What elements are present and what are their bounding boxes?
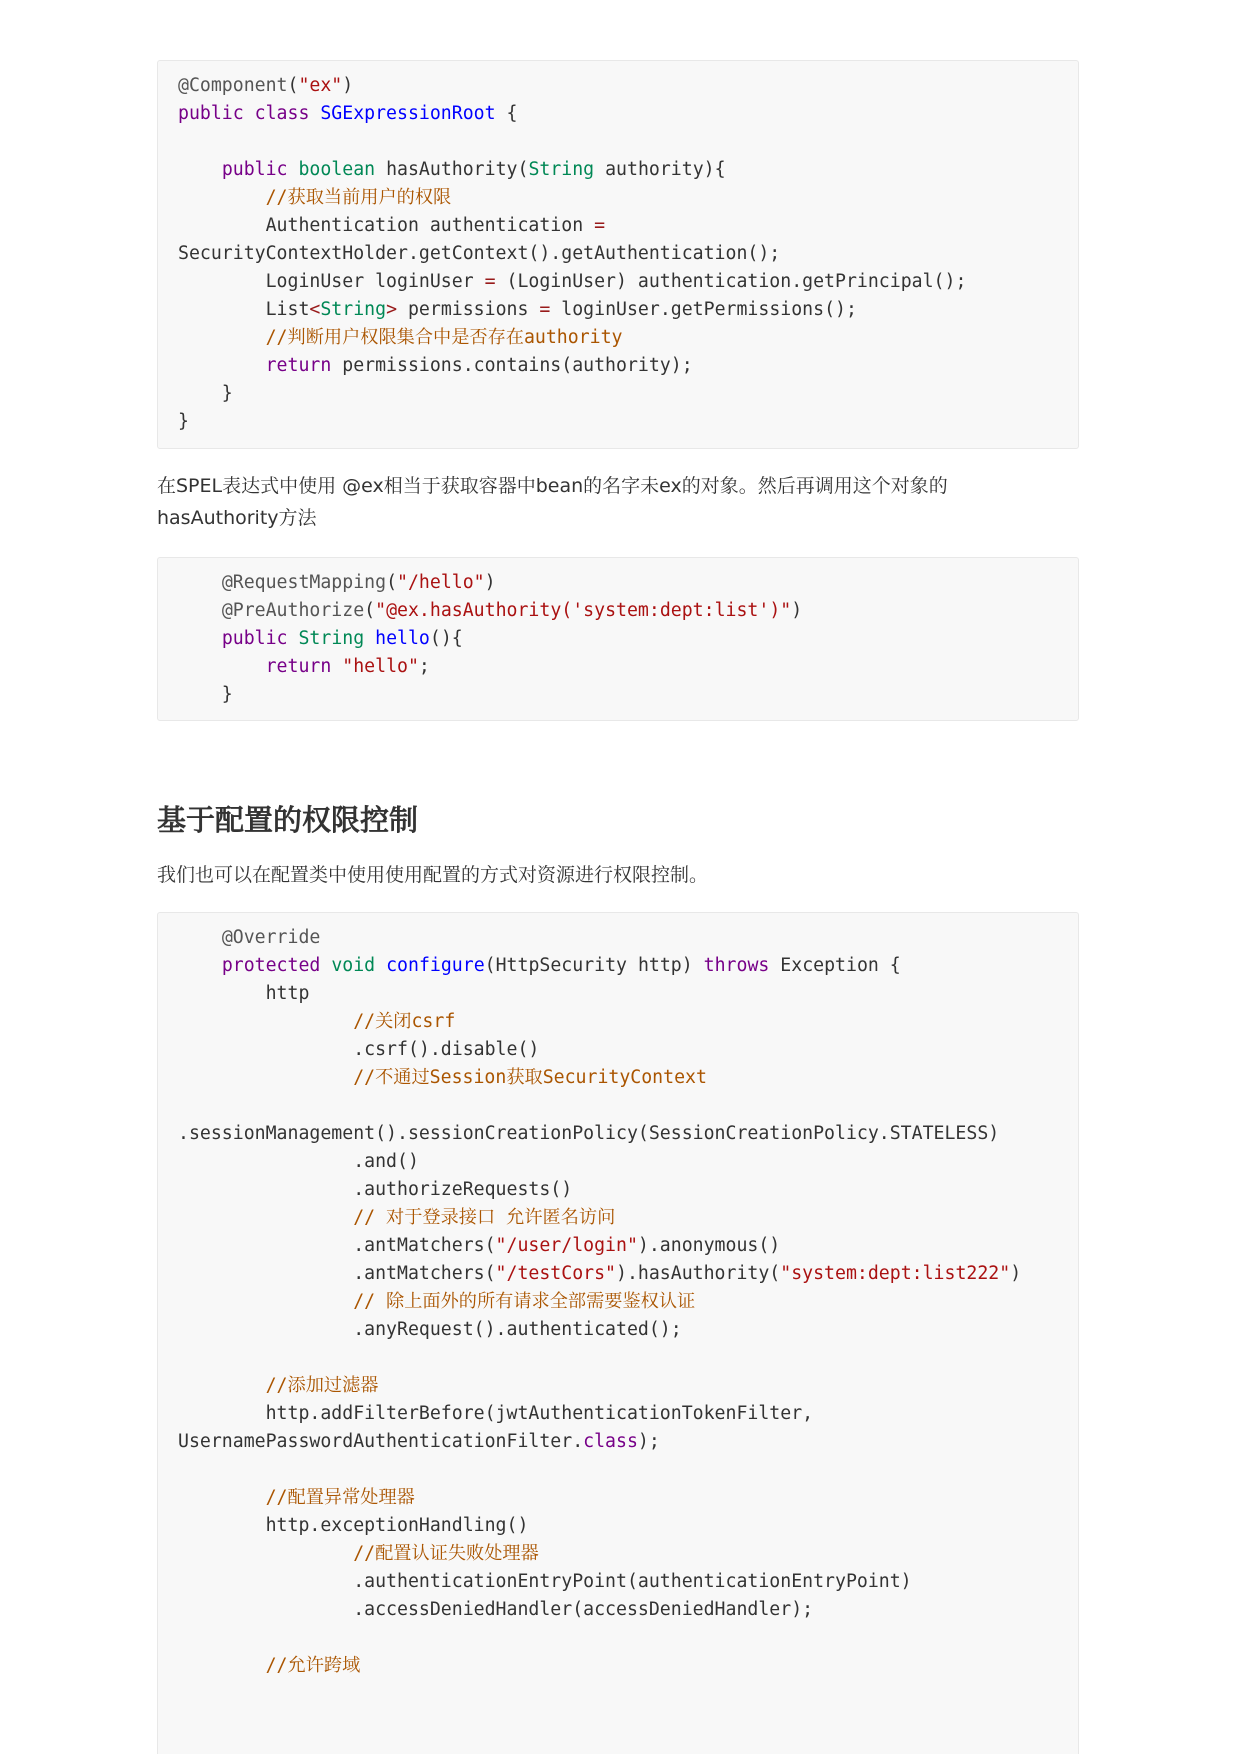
code-token: //判断用户权限集合中是否存在authority	[265, 327, 623, 348]
code-token: (LoginUser) authentication.getPrincipal();	[495, 271, 967, 292]
code-token	[309, 103, 320, 124]
code-token	[331, 656, 342, 677]
code-line	[178, 352, 1078, 380]
code-token: (	[386, 572, 398, 593]
code-token: String	[298, 628, 365, 649]
code-block-controller-hello	[157, 557, 1079, 721]
code-token: )	[791, 600, 803, 621]
code-token	[320, 955, 331, 976]
code-token: }	[178, 411, 189, 432]
code-token: @Component	[178, 75, 288, 96]
section-heading: 基于配置的权限控制	[157, 803, 419, 837]
code-token: public	[178, 103, 244, 124]
code-token: protected	[221, 955, 321, 976]
code-token	[178, 1067, 353, 1088]
code-line	[178, 924, 1078, 952]
code-token	[178, 187, 266, 208]
paragraph-spel-explanation	[157, 470, 1079, 534]
code-token: class	[254, 103, 310, 124]
code-token: authority){	[594, 159, 726, 180]
code-line	[178, 952, 1078, 980]
code-line	[178, 408, 1078, 436]
code-line	[178, 296, 1078, 324]
code-token: "/user/login"	[495, 1235, 638, 1256]
code-token: .accessDeniedHandler(accessDeniedHandler);	[178, 1599, 814, 1620]
code-line	[178, 980, 1078, 1008]
code-block-security-configure	[157, 912, 1079, 1754]
code-token	[178, 572, 222, 593]
code-token: permissions	[397, 299, 540, 320]
code-token: {	[495, 103, 518, 124]
code-token: .antMatchers(	[178, 1235, 496, 1256]
code-token	[178, 1655, 266, 1676]
code-token: "hello"	[342, 656, 419, 677]
code-token: .antMatchers(	[178, 1263, 496, 1284]
code-token: List	[178, 299, 310, 320]
code-line	[178, 1372, 1078, 1400]
code-token	[178, 1291, 353, 1312]
code-token	[364, 628, 375, 649]
code-token: http.exceptionHandling()	[178, 1515, 529, 1536]
code-token: ).anonymous()	[637, 1235, 781, 1256]
code-line	[178, 1288, 1078, 1316]
code-token: Authentication authentication	[178, 215, 595, 236]
code-line	[178, 569, 1078, 597]
code-token	[178, 628, 222, 649]
code-token	[178, 1011, 353, 1032]
code-token: throws	[703, 955, 770, 976]
code-line	[178, 156, 1078, 184]
code-token: String	[320, 299, 387, 320]
code-token: (	[287, 75, 299, 96]
code-token: configure	[386, 955, 485, 976]
code-line	[178, 1064, 1078, 1092]
code-token: >	[386, 299, 398, 320]
code-token: =	[484, 271, 496, 292]
code-token: UsernamePasswordAuthenticationFilter.	[178, 1431, 584, 1452]
code-token: public	[221, 628, 288, 649]
code-token	[244, 103, 255, 124]
code-line	[178, 1540, 1078, 1568]
code-token: .sessionManagement().sessionCreationPolicy(SessionCreationPolicy.STATELESS)	[178, 1123, 1000, 1144]
code-token: }	[178, 383, 233, 404]
code-token: );	[637, 1431, 660, 1452]
code-token	[178, 1375, 266, 1396]
code-token: (	[364, 600, 376, 621]
code-token: //获取当前用户的权限	[265, 187, 452, 208]
code-token: void	[331, 955, 376, 976]
code-token: @Override	[221, 927, 321, 948]
code-token	[178, 327, 266, 348]
code-token: (HttpSecurity http)	[484, 955, 704, 976]
code-token: //配置异常处理器	[265, 1487, 415, 1508]
code-token: return	[265, 355, 332, 376]
code-token	[178, 927, 222, 948]
code-line	[178, 1428, 1078, 1456]
code-token: "/testCors"	[495, 1263, 616, 1284]
code-token: ).hasAuthority(	[616, 1263, 781, 1284]
code-token: //允许跨域	[265, 1655, 361, 1676]
code-line	[178, 1624, 1078, 1652]
code-token: "@ex.hasAuthority('system:dept:list')"	[375, 600, 792, 621]
code-token	[178, 600, 222, 621]
code-token: ;	[418, 656, 430, 677]
code-token: "system:dept:list222"	[780, 1263, 1011, 1284]
code-line	[178, 240, 1078, 268]
code-token	[288, 159, 299, 180]
code-token	[178, 355, 266, 376]
code-line	[178, 681, 1078, 709]
code-line	[178, 380, 1078, 408]
code-token	[178, 955, 222, 976]
code-line	[178, 625, 1078, 653]
code-token	[178, 1207, 353, 1228]
code-line	[178, 653, 1078, 681]
code-token: .anyRequest().authenticated();	[178, 1319, 682, 1340]
code-token: // 对于登录接口 允许匿名访问	[353, 1207, 616, 1228]
code-block-expression-root	[157, 60, 1079, 449]
code-token: // 除上面外的所有请求全部需要鉴权认证	[353, 1291, 696, 1312]
code-line	[178, 1120, 1078, 1148]
code-line	[178, 1036, 1078, 1064]
code-token: permissions.contains(authority);	[331, 355, 693, 376]
code-line	[178, 1400, 1078, 1428]
code-token: hasAuthority(	[375, 159, 529, 180]
code-line	[178, 1512, 1078, 1540]
code-token: @RequestMapping	[221, 572, 387, 593]
code-token: @PreAuthorize	[221, 600, 365, 621]
code-token	[178, 1543, 353, 1564]
code-token: }	[178, 684, 233, 705]
paragraph-spel-line-2: hasAuthority方法	[157, 507, 317, 529]
code-token: //配置认证失败处理器	[353, 1543, 539, 1564]
code-token: "/hello"	[397, 572, 485, 593]
code-token: //添加过滤器	[265, 1375, 379, 1396]
code-line	[178, 1316, 1078, 1344]
code-token: =	[539, 299, 551, 320]
paragraph-config-explanation: 我们也可以在配置类中使用使用配置的方式对资源进行权限控制。	[157, 864, 709, 886]
code-token: Exception {	[769, 955, 901, 976]
code-token: //关闭csrf	[353, 1011, 456, 1032]
code-line	[178, 1176, 1078, 1204]
code-line	[178, 100, 1078, 128]
code-token: public	[221, 159, 288, 180]
code-token: loginUser.getPermissions();	[550, 299, 857, 320]
code-token: )	[484, 572, 496, 593]
code-line	[178, 1344, 1078, 1372]
code-line	[178, 1456, 1078, 1484]
code-line	[178, 324, 1078, 352]
code-token: .csrf().disable()	[178, 1039, 540, 1060]
code-line	[178, 184, 1078, 212]
code-token: http	[178, 983, 310, 1004]
code-token: <	[309, 299, 321, 320]
code-token: (){	[429, 628, 463, 649]
code-line	[178, 128, 1078, 156]
code-line	[178, 1652, 1078, 1680]
code-token: =	[594, 215, 606, 236]
code-token: )	[342, 75, 354, 96]
code-token: String	[528, 159, 595, 180]
code-token: SGExpressionRoot	[320, 103, 496, 124]
code-line	[178, 1596, 1078, 1624]
code-line	[178, 597, 1078, 625]
code-line	[178, 268, 1078, 296]
code-token: SecurityContextHolder.getContext().getAuthentication();	[178, 243, 781, 264]
code-token: //不通过Session获取SecurityContext	[353, 1067, 707, 1088]
code-token: hello	[375, 628, 430, 649]
code-line	[178, 1092, 1078, 1120]
code-line	[178, 1260, 1078, 1288]
code-token: )	[1010, 1263, 1022, 1284]
code-token	[375, 955, 386, 976]
code-token	[178, 1487, 266, 1508]
paragraph-spel-line-1: 在SPEL表达式中使用 @ex相当于获取容器中bean的名字未ex的对象。然后再调用这个对象的	[157, 475, 948, 497]
code-token	[178, 159, 222, 180]
code-line	[178, 1148, 1078, 1176]
code-line	[178, 1204, 1078, 1232]
code-token	[178, 656, 266, 677]
code-line	[178, 1568, 1078, 1596]
code-token: return	[265, 656, 332, 677]
code-line	[178, 72, 1078, 100]
code-token: .authenticationEntryPoint(authenticationEntryPoint)	[178, 1571, 912, 1592]
code-token: .authorizeRequests()	[178, 1179, 573, 1200]
code-token: .and()	[178, 1151, 419, 1172]
code-line	[178, 1008, 1078, 1036]
code-line	[178, 212, 1078, 240]
code-line	[178, 1232, 1078, 1260]
code-token: boolean	[298, 159, 376, 180]
code-token: http.addFilterBefore(jwtAuthenticationTokenFilter,	[178, 1403, 814, 1424]
code-token: "ex"	[298, 75, 343, 96]
code-token: class	[583, 1431, 638, 1452]
code-line	[178, 1484, 1078, 1512]
code-token: LoginUser loginUser	[178, 271, 485, 292]
code-token	[288, 628, 299, 649]
